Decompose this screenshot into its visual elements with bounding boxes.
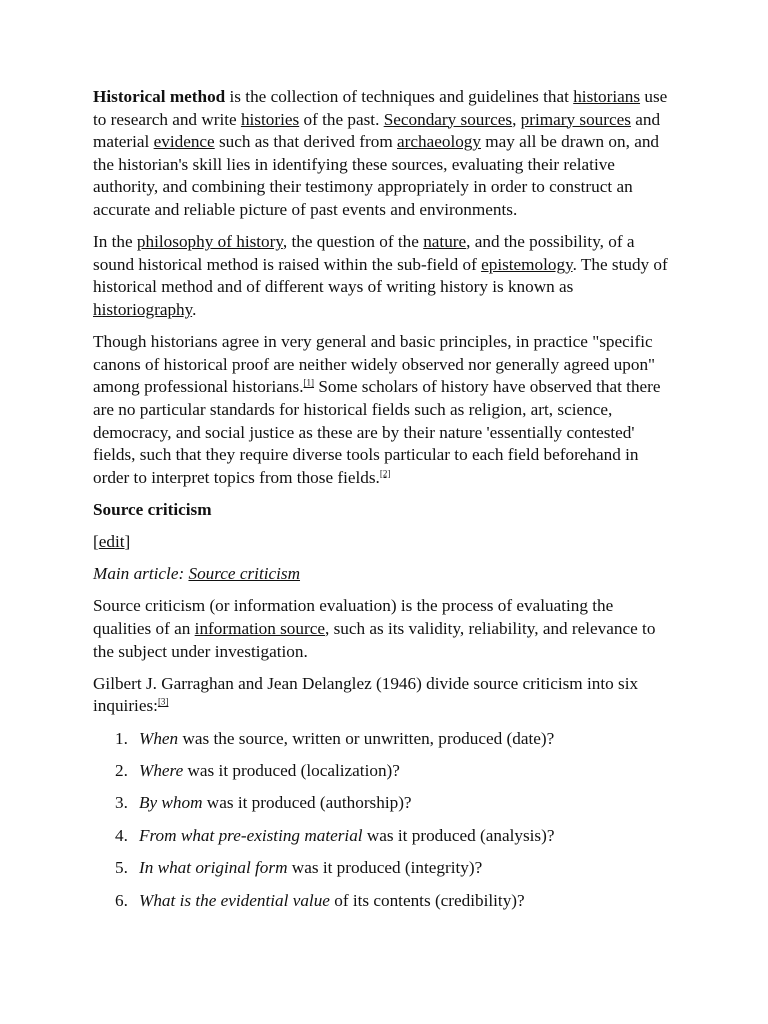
paragraph-text: Source criticism (or information evaluation) is the process of evaluating the qualities of an (93, 596, 614, 639)
link-histories[interactable]: histories (240, 109, 300, 129)
paragraph-text: . (192, 299, 197, 319)
inquiry-emphasis: When (139, 728, 179, 748)
link-philosophy-of-history[interactable]: philosophy of history (136, 232, 283, 252)
list-number: 3. (115, 793, 128, 813)
citation-2[interactable]: [2] (379, 467, 391, 478)
citation-3[interactable]: [3] (157, 696, 169, 707)
inquiry-emphasis: In what original form (139, 858, 288, 878)
link-epistemology[interactable]: epistemology (481, 254, 573, 274)
paragraph-text: , and the possibility, of a sound historical method is raised within the sub-field of (93, 232, 635, 274)
link-nature[interactable]: nature (423, 232, 467, 252)
inquiry-text: was it produced (analysis)? (362, 825, 555, 845)
article-body (93, 86, 673, 922)
principles-paragraph (93, 331, 673, 489)
definition-paragraph (93, 595, 673, 663)
list-item (93, 792, 673, 815)
intro-text: , (512, 109, 521, 129)
list-item (93, 890, 673, 913)
inquiry-emphasis: What is the evidential value (139, 890, 330, 910)
paragraph-text: Though historians agree in very general and basic principles, in practice "specific canons of historical proof are neither widely observed nor generally agreed upon" among professional historians. (93, 332, 656, 397)
inquiry-text: was it produced (authorship)? (202, 793, 412, 813)
intro-text: such as that derived from (214, 132, 398, 152)
term-historical-method: Historical method (93, 87, 226, 106)
intro-text: may all be drawn on, and the historian's skill lies in identifying these sources, evaluating their relative authority, and combining their testimony appropriately in order to construct an accurate and reliable picture of past events and environments. (93, 132, 660, 219)
main-article-prefix: Main article: (93, 564, 189, 584)
inquiry-text: was it produced (localization)? (183, 760, 400, 780)
main-article-note (93, 563, 673, 586)
list-item (93, 760, 673, 783)
link-evidence[interactable]: evidence (153, 132, 215, 152)
intro-text: use to research and write (93, 87, 668, 129)
inquiry-emphasis: Where (139, 760, 184, 780)
link-historians[interactable]: historians (573, 87, 641, 106)
paragraph-text: , the question of the (282, 232, 424, 252)
list-number: 6. (115, 890, 128, 910)
inquiry-text: was it produced (integrity)? (287, 858, 483, 878)
edit-section (93, 531, 673, 554)
philosophy-paragraph (93, 231, 673, 321)
list-number: 1. (115, 728, 128, 748)
link-archaeology[interactable]: archaeology (397, 132, 481, 152)
paragraph-text: Some scholars of history have observed that there are no particular standards for historical fields such as religion, art, science, democracy, and social justice as these are by their nature 'essentially contested' fields, such that they require diverse tools particular to each field beforehand in order to interpret topics from those fields. (93, 377, 661, 487)
intro-paragraph (93, 86, 673, 222)
edit-bracket: ] (124, 532, 131, 552)
intro-text: is the collection of techniques and guidelines that (225, 87, 574, 106)
paragraph-text: In the (93, 232, 137, 252)
link-historiography[interactable]: historiography (93, 299, 193, 319)
link-information-source[interactable]: information source (194, 619, 325, 639)
inquiries-list (93, 728, 673, 913)
inquiry-emphasis: By whom (139, 793, 203, 813)
link-main-article-source-criticism[interactable]: Source criticism (188, 564, 301, 584)
intro-text: of the past. (299, 109, 384, 129)
intro-text: and material (93, 109, 661, 152)
list-item (93, 825, 673, 848)
paragraph-text: , such as its validity, reliability, and relevance to the subject under investigation. (93, 619, 656, 661)
edit-bracket: [ (93, 532, 99, 552)
list-number: 2. (115, 760, 128, 780)
paragraph-text: . The study of historical method and of different ways of writing history is known as (93, 254, 668, 297)
list-item (93, 728, 673, 751)
list-number: 4. (115, 825, 128, 845)
link-secondary-sources[interactable]: Secondary sources (383, 109, 513, 129)
inquiry-text: was the source, written or unwritten, produced (date)? (178, 728, 555, 748)
list-item (93, 857, 673, 880)
inquiry-text: of its contents (credibility)? (329, 890, 525, 910)
inquiries-intro-paragraph (93, 673, 673, 718)
section-heading-source-criticism: Source criticism (93, 499, 212, 519)
inquiry-emphasis: From what pre-existing material (139, 825, 363, 845)
paragraph-text: Gilbert J. Garraghan and Jean Delanglez (1946) divide source criticism into six inquiries: (93, 673, 639, 716)
link-primary-sources[interactable]: primary sources (520, 109, 631, 129)
citation-1[interactable]: [1] (303, 377, 315, 388)
list-number: 5. (115, 858, 128, 878)
edit-link[interactable]: edit (98, 532, 125, 552)
